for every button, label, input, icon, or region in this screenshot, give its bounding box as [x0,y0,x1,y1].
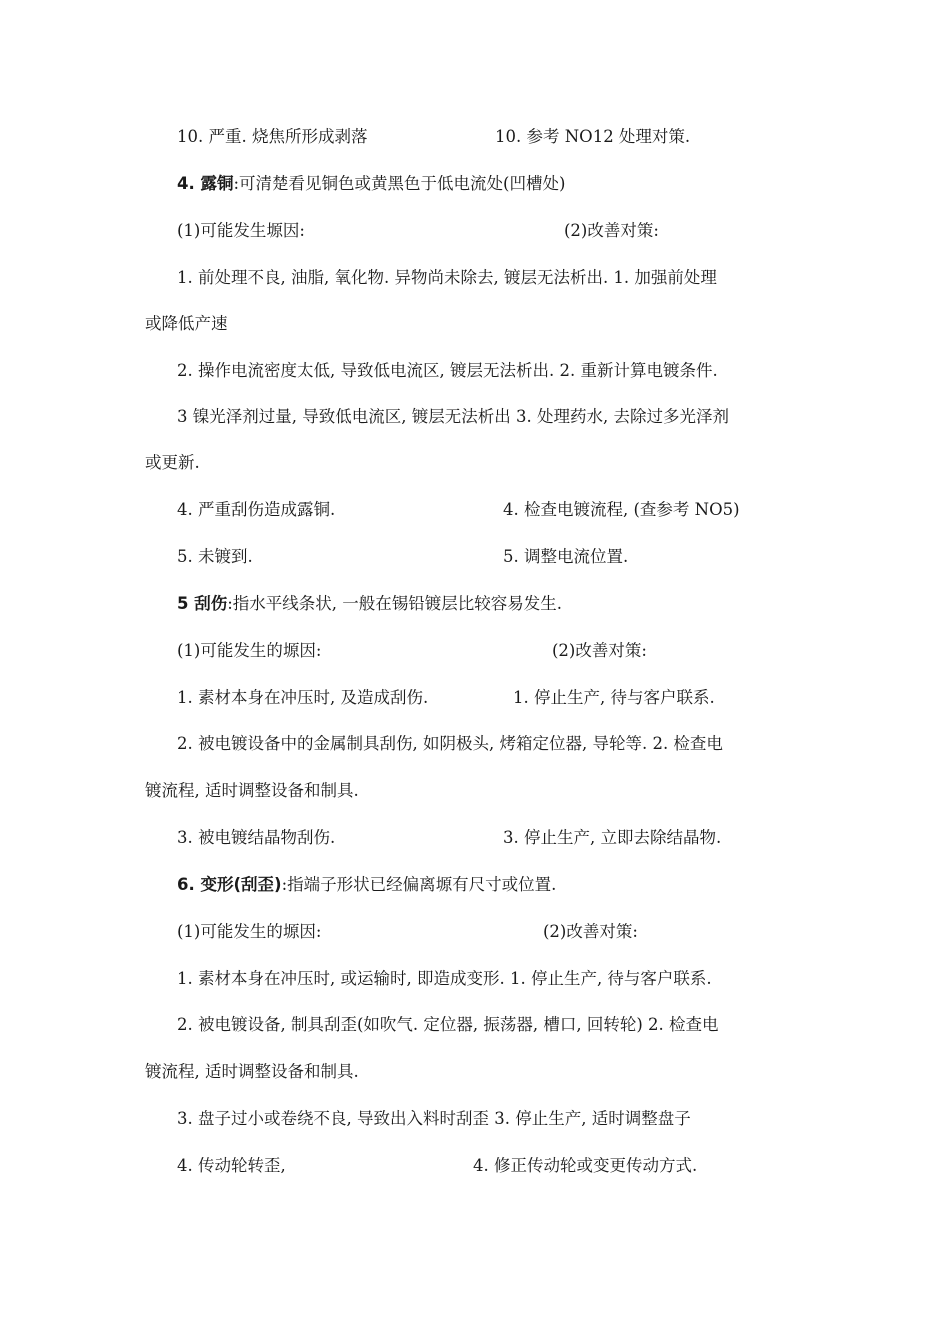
section-description: :可清楚看见铜色或黄黑色于低电流处(凹槽处) [233,174,566,193]
text-line-continued [145,1061,359,1083]
text-line-continued [145,452,200,474]
paragraph-text: 2. 被电镀设备, 制具刮歪(如吹气. 定位器, 振荡器, 槽口, 回转轮) 2. 检查电 [177,1015,719,1034]
left-column-text: 3. 被电镀结晶物刮伤. [177,828,336,847]
section-title: 6. 变形(刮歪) [177,875,282,894]
text-line [177,640,647,662]
text-line [177,220,659,242]
text-line-continued [145,780,359,802]
section-heading [177,874,556,896]
left-column-text: (1)可能发生的塬因: [177,922,322,941]
text-line [177,827,722,849]
paragraph-text: 或降低产速 [145,314,228,333]
paragraph-text: 镀流程, 适时调整设备和制具. [145,781,359,800]
text-line [177,499,740,521]
text-line [177,1014,719,1036]
right-column-text: (2)改善对策: [552,641,647,660]
left-column-text: 10. 严重. 烧焦所形成剥落 [177,127,368,146]
section-heading [177,173,565,195]
section-heading [177,593,562,615]
text-line-continued [145,313,228,335]
paragraph-text: 3. 盘子过小或卷绕不良, 导致出入料时刮歪 3. 停止生产, 适时调整盘子 [177,1109,691,1128]
paragraph-text: 3 镍光泽剂过量, 导致低电流区, 镀层无法析出 3. 处理药水, 去除过多光泽剂 [177,407,729,426]
left-column-text: 5. 未镀到. [177,547,253,566]
section-description: :指端子形状已经偏离塬有尺寸或位置. [281,875,557,894]
text-line [177,733,723,755]
right-column-text: 10. 参考 NO12 处理对策. [495,127,691,146]
text-line [177,267,717,289]
right-column-text: 5. 调整电流位置. [503,547,629,566]
right-column-text: (2)改善对策: [543,922,638,941]
right-column-text: 4. 检查电镀流程, (查参考 NO5) [503,500,740,519]
text-line [177,1155,698,1177]
text-line [177,1108,691,1130]
text-line [177,687,715,709]
paragraph-text: 1. 前处理不良, 油脂, 氧化物. 异物尚未除去, 镀层无法析出. 1. 加强前处理 [177,268,717,287]
text-line [177,360,718,382]
paragraph-text: 2. 被电镀设备中的金属制具刮伤, 如阴极头, 烤箱定位器, 导轮等. 2. 检查电 [177,734,723,753]
right-column-text: 4. 修正传动轮或变更传动方式. [473,1156,698,1175]
left-column-text: 4. 严重刮伤造成露铜. [177,500,336,519]
left-column-text: (1)可能发生的塬因: [177,641,322,660]
right-column-text: 3. 停止生产, 立即去除结晶物. [503,828,722,847]
text-line [177,126,691,148]
section-title: 4. 露铜 [177,174,234,193]
section-description: :指水平线条状, 一般在锡铅镀层比较容易发生. [227,594,563,613]
paragraph-text: 镀流程, 适时调整设备和制具. [145,1062,359,1081]
text-line [177,406,729,428]
left-column-text: 4. 传动轮转歪, [177,1156,286,1175]
left-column-text: (1)可能发生塬因: [177,221,305,240]
right-column-text: 1. 停止生产, 待与客户联系. [513,688,715,707]
section-title: 5 刮伤 [177,594,228,613]
text-line [177,968,712,990]
left-column-text: 1. 素材本身在冲压时, 及造成刮伤. [177,688,429,707]
right-column-text: (2)改善对策: [564,221,659,240]
paragraph-text: 1. 素材本身在冲压时, 或运输时, 即造成变形. 1. 停止生产, 待与客户联系. [177,969,712,988]
paragraph-text: 2. 操作电流密度太低, 导致低电流区, 镀层无法析出. 2. 重新计算电镀条件. [177,361,718,380]
text-line [177,546,629,568]
text-line [177,921,638,943]
paragraph-text: 或更新. [145,453,200,472]
